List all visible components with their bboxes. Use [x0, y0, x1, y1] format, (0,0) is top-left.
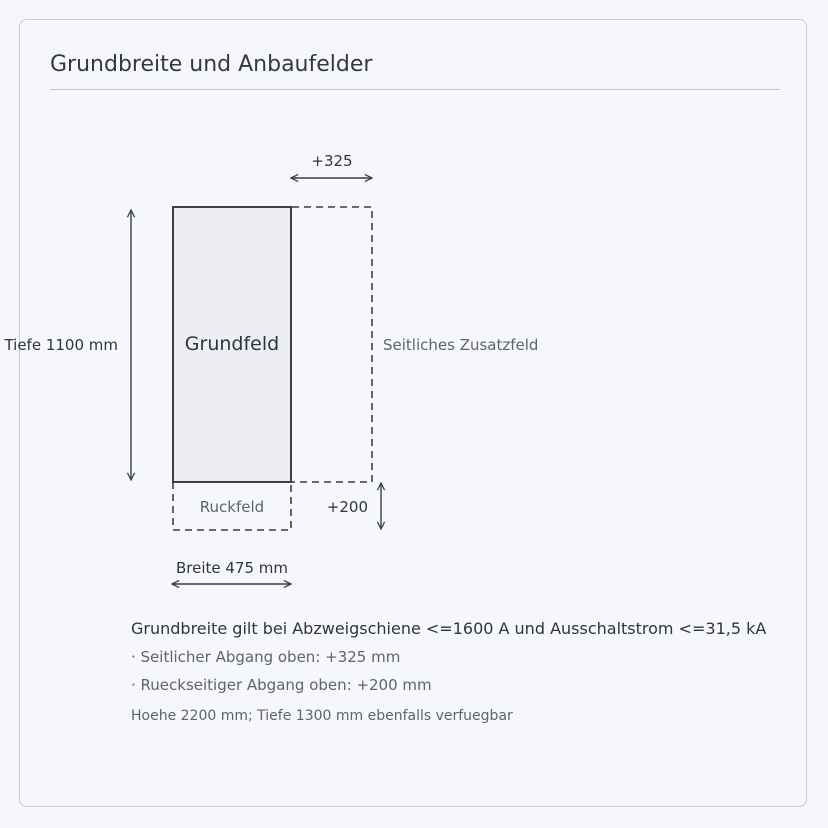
main-field-label: Grundfeld — [184, 333, 280, 355]
side-field-outline — [292, 207, 372, 482]
notes-section — [131, 619, 766, 724]
rear-offset-label: +200 — [326, 498, 368, 516]
note-main: Grundbreite gilt bei Abzweigschiene <=1600 A und Ausschaltstrom <=31,5 kA — [131, 619, 767, 638]
width-label: Breite 475 mm — [175, 559, 289, 577]
note-bullet-side: · Seitlicher Abgang oben: +325 mm — [131, 648, 401, 666]
panel-title: Grundbreite und Anbaufelder — [50, 52, 373, 77]
side-field-label: Seitliches Zusatzfeld — [383, 336, 539, 354]
rear-field-label: Ruckfeld — [199, 498, 265, 516]
depth-label: Tiefe 1100 mm — [4, 336, 118, 354]
note-bullet-rear: · Rueckseitiger Abgang oben: +200 mm — [131, 676, 432, 694]
note-footer: Hoehe 2200 mm; Tiefe 1300 mm ebenfalls verfuegbar — [131, 708, 513, 724]
side-offset-label: +325 — [311, 152, 353, 170]
